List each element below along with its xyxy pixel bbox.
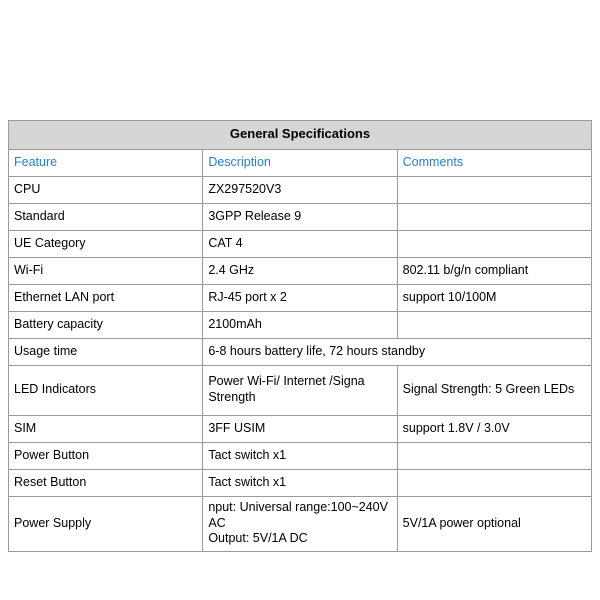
table-header-row (9, 150, 592, 177)
cell-feature: CPU (9, 177, 203, 204)
cell-feature: UE Category (9, 231, 203, 258)
table-row (9, 470, 592, 497)
cell-comments: 5V/1A power optional (397, 497, 591, 552)
cell-description (203, 497, 397, 552)
cell-feature: Wi-Fi (9, 258, 203, 285)
cell-comments: support 10/100M (397, 285, 591, 312)
cell-description-line-1: nput: Universal range:100~240V AC (208, 500, 388, 530)
cell-feature: Power Button (9, 443, 203, 470)
table-row (9, 443, 592, 470)
cell-comments (397, 177, 591, 204)
table-title-row (9, 121, 592, 150)
cell-comments: Signal Strength: 5 Green LEDs (397, 366, 591, 416)
cell-feature: Standard (9, 204, 203, 231)
specifications-table-container (8, 120, 592, 552)
column-header-comments: Comments (397, 150, 591, 177)
table-row (9, 339, 592, 366)
cell-description: ZX297520V3 (203, 177, 397, 204)
table-row (9, 231, 592, 258)
cell-comments (397, 204, 591, 231)
cell-description: 3FF USIM (203, 416, 397, 443)
cell-description: 6-8 hours battery life, 72 hours standby (203, 339, 592, 366)
cell-description: Tact switch x1 (203, 470, 397, 497)
table-title: General Specifications (9, 121, 592, 150)
table-row (9, 258, 592, 285)
cell-description-line-1: Power Wi-Fi/ Internet /Signa (208, 374, 365, 389)
cell-comments (397, 443, 591, 470)
cell-description: Tact switch x1 (203, 443, 397, 470)
cell-comments (397, 312, 591, 339)
table-row (9, 177, 592, 204)
cell-description: 3GPP Release 9 (203, 204, 397, 231)
table-row (9, 312, 592, 339)
table-row (9, 416, 592, 443)
cell-description: RJ-45 port x 2 (203, 285, 397, 312)
column-header-description: Description (203, 150, 397, 177)
cell-description: CAT 4 (203, 231, 397, 258)
column-header-feature: Feature (9, 150, 203, 177)
cell-feature: SIM (9, 416, 203, 443)
cell-feature: Reset Button (9, 470, 203, 497)
cell-description-line-2: Output: 5V/1A DC (208, 531, 308, 546)
general-specifications-table (8, 120, 592, 552)
table-row (9, 497, 592, 552)
cell-comments (397, 231, 591, 258)
cell-description (203, 366, 397, 416)
cell-description-line-2: Strength (208, 390, 256, 404)
cell-feature: Usage time (9, 339, 203, 366)
cell-comments (397, 470, 591, 497)
cell-description: 2100mAh (203, 312, 397, 339)
cell-comments: 802.11 b/g/n compliant (397, 258, 591, 285)
table-row (9, 285, 592, 312)
cell-feature: Ethernet LAN port (9, 285, 203, 312)
cell-comments: support 1.8V / 3.0V (397, 416, 591, 443)
cell-feature: Battery capacity (9, 312, 203, 339)
cell-feature: LED Indicators (9, 366, 203, 416)
table-row (9, 204, 592, 231)
cell-description: 2.4 GHz (203, 258, 397, 285)
cell-feature: Power Supply (9, 497, 203, 552)
table-row (9, 366, 592, 416)
